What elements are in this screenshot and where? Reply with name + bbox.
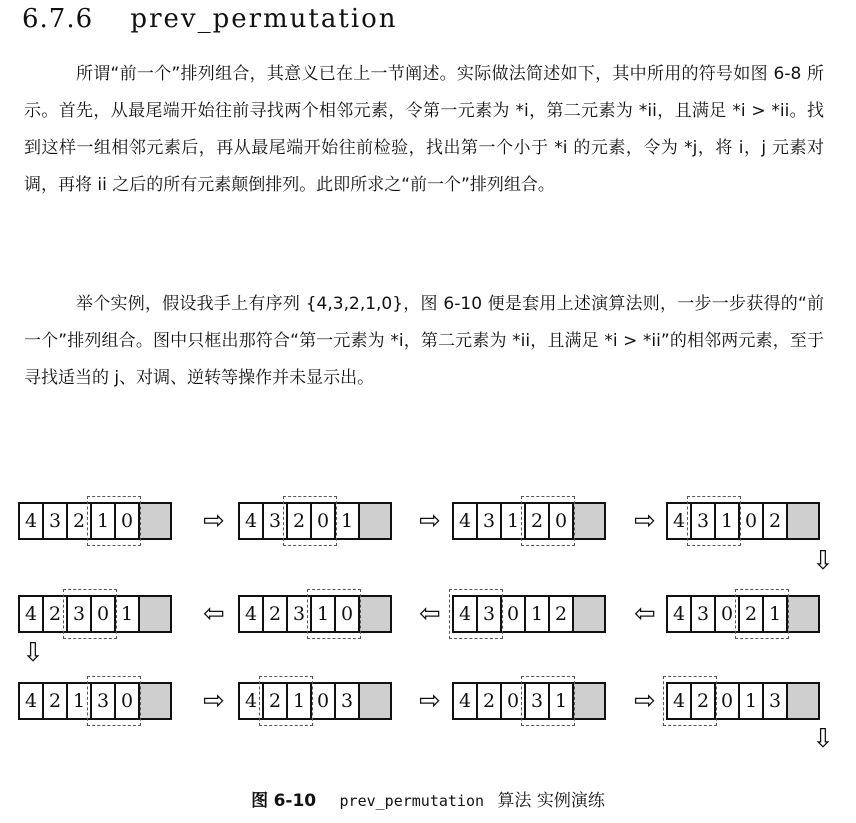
figure-row-3 [0, 682, 856, 722]
sequence-cell: 2 [548, 595, 574, 633]
sequence-cell: 3 [690, 502, 716, 540]
sequence-cell: 0 [114, 502, 140, 540]
sequence-cell: 1 [90, 502, 116, 540]
sequence-cell: 2 [762, 502, 788, 540]
end-cell [138, 502, 172, 540]
sequence-cell: 2 [262, 595, 288, 633]
sequence-cell: 0 [334, 595, 360, 633]
arrow-right-icon: ⇨ [203, 686, 225, 716]
sequence-cell: 3 [286, 595, 312, 633]
sequence-cell: 4 [18, 595, 44, 633]
sequence-cell: 1 [66, 682, 92, 720]
sequence-cell: 4 [238, 682, 264, 720]
sequence-cell: 1 [548, 682, 574, 720]
adjacent-pair-box [449, 589, 503, 639]
end-cell [572, 595, 606, 633]
end-cell [572, 682, 606, 720]
figure-row-1 [0, 502, 856, 542]
end-cell [138, 595, 172, 633]
sequence-cell: 3 [762, 682, 788, 720]
sequence-cell: 3 [42, 502, 68, 540]
sequence-cell: 3 [476, 502, 502, 540]
sequence-cell: 3 [90, 682, 116, 720]
sequence-cell: 1 [334, 502, 360, 540]
sequence-cell: 3 [66, 595, 92, 633]
paragraph-2: 举个实例，假设我手上有序列 {4,3,2,1,0}，图 6-10 便是套用上述演算法则，一步一步获得的“前一个”排列组合。图中只框出那符合“第一元素为 *i，第二元素为 *ii，且满足 *i > *ii”的相邻两元素，至于寻找适当的 j、对调、逆转等操作并未显示出。 [24, 294, 824, 388]
arrow-down-icon: ⇩ [812, 546, 834, 576]
sequence-cell: 3 [690, 595, 716, 633]
arrow-right-icon: ⇨ [203, 506, 225, 536]
sequence-cell: 0 [114, 682, 140, 720]
sequence-cell: 2 [738, 595, 764, 633]
sequence-cell: 4 [666, 595, 692, 633]
sequence-cell: 4 [666, 502, 692, 540]
arrow-right-icon: ⇨ [419, 686, 441, 716]
end-cell [358, 682, 392, 720]
sequence-cell: 1 [524, 595, 550, 633]
adjacent-pair-box [283, 496, 337, 546]
arrow-right-icon: ⇨ [419, 506, 441, 536]
paragraph-1: 所谓“前一个”排列组合，其意义已在上一节阐述。实际做法简述如下，其中所用的符号如图 6-8 所示。首先，从最尾端开始往前寻找两个相邻元素，令第一元素为 *i，第二元素为 *ii，且满足 *i > *ii。找到这样一组相邻元素后，再从最尾端开始往前检验，找出第一个小于 *i 的元素，令为 *j，将 i，j 元素对调，再将 ii 之后的所有元素颠倒排列。此即所求之“前一个”排列组合。 [24, 64, 824, 195]
adjacent-pair-box [307, 589, 361, 639]
arrow-down-icon: ⇩ [812, 724, 834, 754]
end-cell [138, 682, 172, 720]
adjacent-pair-box [663, 676, 717, 726]
adjacent-pair-box [687, 496, 741, 546]
sequence-cell: 4 [238, 502, 264, 540]
adjacent-pair-box [521, 676, 575, 726]
sequence-cell: 3 [476, 595, 502, 633]
sequence-cell: 4 [238, 595, 264, 633]
figure-row-2 [0, 595, 856, 635]
end-cell [572, 502, 606, 540]
sequence-cell: 1 [500, 502, 526, 540]
caption-number: 6-10 [273, 791, 317, 811]
sequence-cell: 3 [262, 502, 288, 540]
end-cell [358, 595, 392, 633]
sequence-cell: 0 [714, 595, 740, 633]
sequence-cell: 2 [286, 502, 312, 540]
adjacent-pair-box [735, 589, 789, 639]
sequence-cell: 4 [666, 682, 692, 720]
sequence-cell: 1 [738, 682, 764, 720]
caption-code: prev_permutation [339, 792, 485, 810]
section-number: 6.7.6 [22, 4, 94, 34]
adjacent-pair-box [87, 496, 141, 546]
sequence-cell: 4 [18, 502, 44, 540]
arrow-left-icon: ⇦ [419, 599, 441, 629]
arrow-left-icon: ⇦ [203, 599, 225, 629]
end-cell [786, 502, 820, 540]
sequence-cell: 2 [476, 682, 502, 720]
adjacent-pair-box [259, 676, 313, 726]
sequence-cell: 1 [762, 595, 788, 633]
figure-6-10 [0, 480, 856, 754]
caption-label: 图 [251, 791, 269, 811]
sequence-cell: 1 [714, 502, 740, 540]
sequence-cell: 0 [90, 595, 116, 633]
end-cell [786, 595, 820, 633]
sequence-cell: 0 [548, 502, 574, 540]
sequence-cell: 0 [714, 682, 740, 720]
sequence-cell: 4 [452, 502, 478, 540]
sequence-cell: 2 [42, 595, 68, 633]
sequence-cell: 2 [262, 682, 288, 720]
sequence-cell: 1 [310, 595, 336, 633]
sequence-cell: 4 [18, 682, 44, 720]
sequence-cell: 2 [42, 682, 68, 720]
sequence-cell: 1 [286, 682, 312, 720]
sequence-cell: 3 [524, 682, 550, 720]
arrow-left-icon: ⇦ [634, 599, 656, 629]
sequence-cell: 0 [500, 682, 526, 720]
adjacent-pair-box [87, 676, 141, 726]
sequence-cell: 0 [310, 682, 336, 720]
sequence-cell: 2 [524, 502, 550, 540]
section-title: prev_permutation [130, 4, 398, 34]
section-heading [22, 4, 398, 34]
sequence-cell: 0 [738, 502, 764, 540]
arrow-down-icon: ⇩ [22, 638, 44, 668]
adjacent-pair-box [521, 496, 575, 546]
adjacent-pair-box [63, 589, 117, 639]
figure-caption [0, 786, 856, 811]
arrow-right-icon: ⇨ [634, 686, 656, 716]
end-cell [786, 682, 820, 720]
sequence-cell: 0 [310, 502, 336, 540]
sequence-cell: 3 [334, 682, 360, 720]
sequence-cell: 0 [500, 595, 526, 633]
arrow-right-icon: ⇨ [634, 506, 656, 536]
caption-text: 算法 实例演练 [497, 791, 605, 811]
sequence-cell: 2 [66, 502, 92, 540]
end-cell [358, 502, 392, 540]
sequence-cell: 4 [452, 682, 478, 720]
sequence-cell: 2 [690, 682, 716, 720]
sequence-cell: 4 [452, 595, 478, 633]
sequence-cell: 1 [114, 595, 140, 633]
